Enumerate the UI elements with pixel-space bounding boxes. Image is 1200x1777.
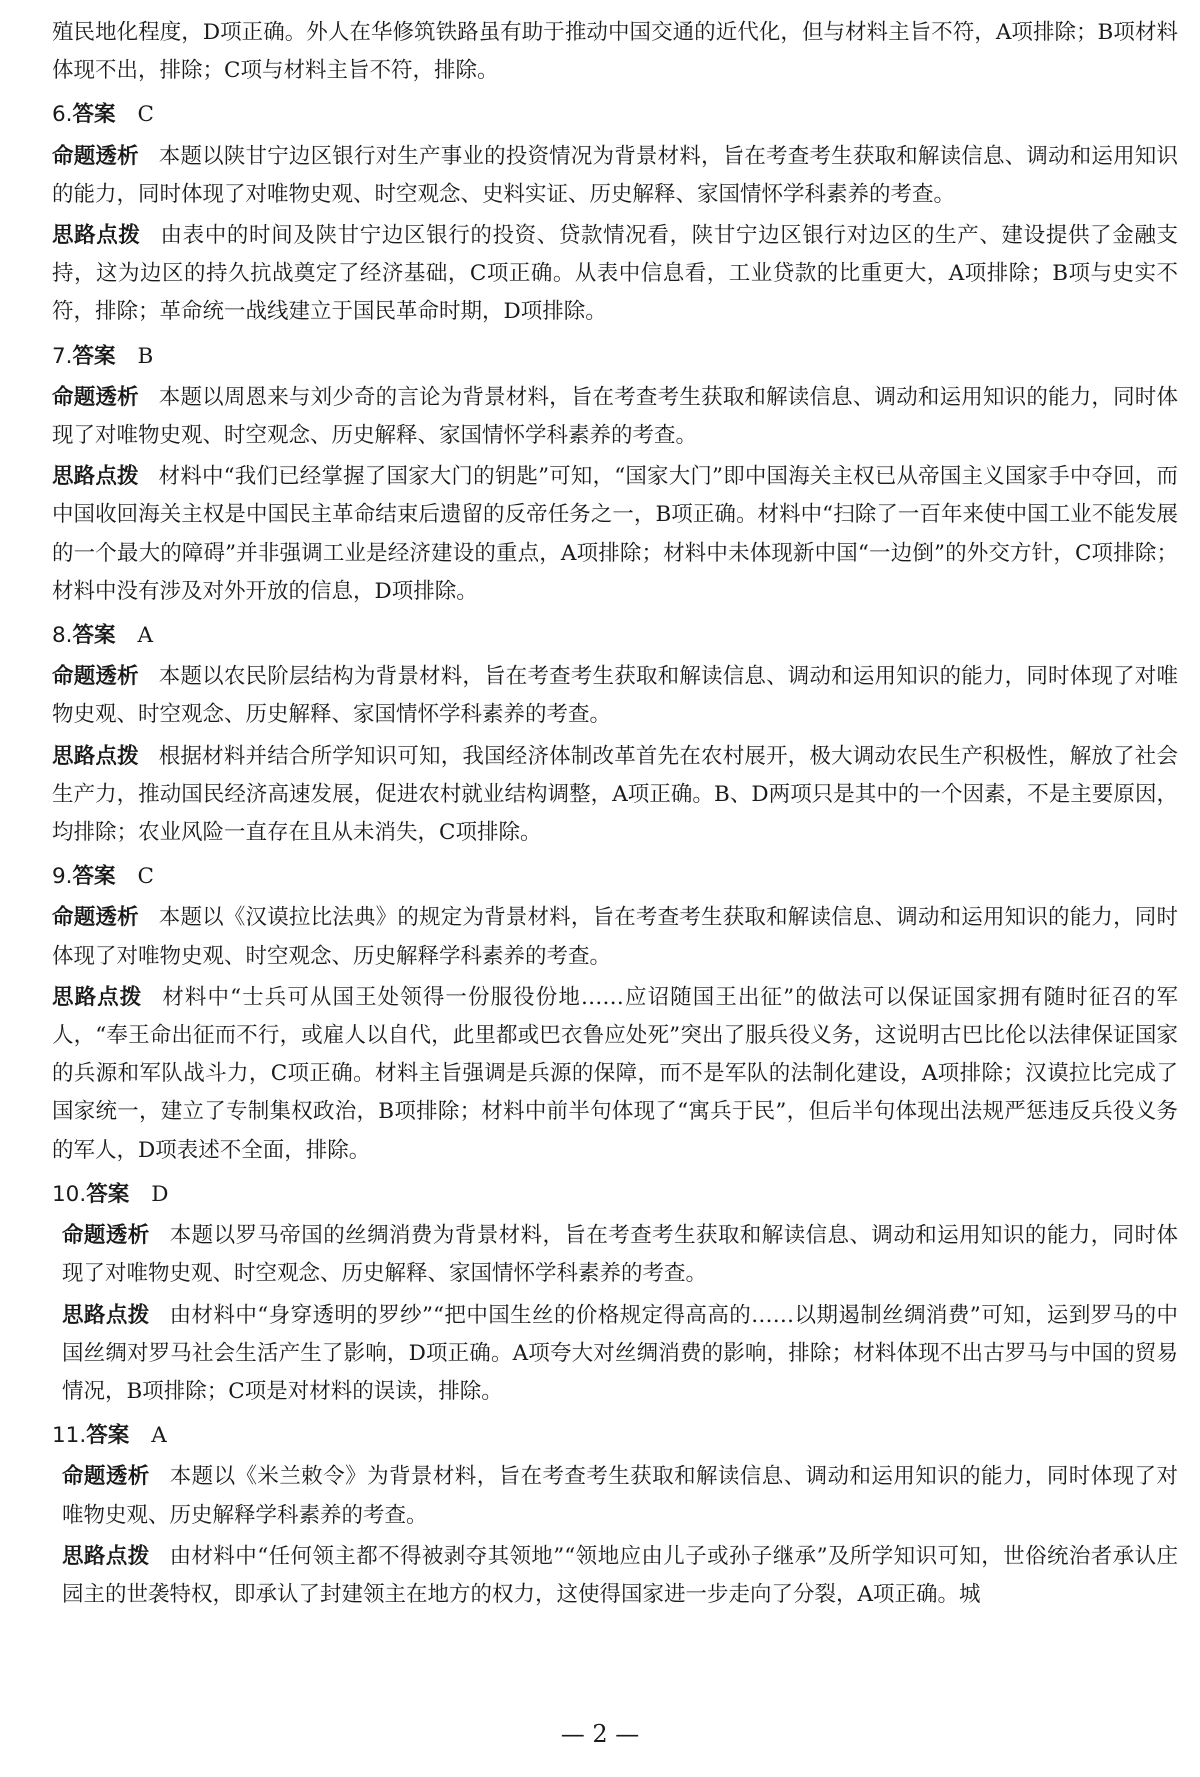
question-number: 8. <box>52 623 73 649</box>
question-9 <box>52 858 1178 1170</box>
hint-block <box>52 738 1178 853</box>
answer-value: A <box>137 623 154 649</box>
hint-label: 思路点拨 <box>52 743 139 769</box>
question-10 <box>52 1176 1178 1411</box>
analysis-text: 本题以周恩来与刘少奇的言论为背景材料，旨在考查考生获取和解读信息、调动和运用知识的能力，同时体现了对唯物史观、时空观念、历史解释、家国情怀学科素养的考查。 <box>52 384 1178 449</box>
question-11 <box>52 1417 1178 1614</box>
question-number: 9. <box>52 864 73 890</box>
page-number: — 2 — <box>560 1720 640 1748</box>
analysis-text: 本题以农民阶层结构为背景材料，旨在考查考生获取和解读信息、调动和运用知识的能力，同时体现了对唯物史观、时空观念、历史解释、家国情怀学科素养的考查。 <box>52 664 1178 728</box>
hint-text: 由材料中“任何领主都不得被剥夺其领地”“领地应由儿子或孙子继承”及所学知识可知，世俗统治者承认庄园主的世袭特权，即承认了封建领主在地方的权力，这使得国家进一步走向了分裂，A项正确。城 <box>62 1543 1178 1607</box>
answer-label: 答案 <box>86 1181 130 1207</box>
analysis-text: 本题以陕甘宁边区银行对生产事业的投资情况为背景材料，旨在考查考生获取和解读信息、调动和运用知识的能力，同时体现了对唯物史观、时空观念、史料实证、历史解释、家国情怀学科素养的考查。 <box>52 143 1178 207</box>
hint-block <box>52 1297 1178 1412</box>
question-number: 6. <box>52 102 73 128</box>
hint-text: 材料中“士兵可从国王处领得一份服役份地……应诏随国王出征”的做法可以保证国家拥有随时征召的军人，“奉王命出征而不行，或雇人以自代，此里都或巴衣鲁应处死”突出了服兵役义务，这说明古巴比伦以法律保证国家的兵源和军队战斗力，C项正确。材料主旨强调是兵源的保障，而不是军队的法制化建设，A项排除；汉谟拉比完成了国家统一，建立了专制集权政治，B项排除；材料中前半句体现了“寓兵于民”，但后半句体现出法规严惩违反兵役义务的军人，D项表述不全面，排除。 <box>52 984 1178 1163</box>
analysis-block <box>52 379 1178 455</box>
document-page <box>52 14 1178 1614</box>
answer-value: B <box>137 343 154 369</box>
answer-value: C <box>137 864 154 890</box>
hint-label: 思路点拨 <box>62 1302 150 1328</box>
hint-text: 根据材料并结合所学知识可知，我国经济体制改革首先在农村展开，极大调动农民生产积极性，解放了社会生产力，推动国民经济高速发展，促进农村就业结构调整，A项正确。B、D两项只是其中的一个因素，不是主要原因，均排除；农业风险一直存在且从未消失，C项排除。 <box>52 743 1178 846</box>
question-header <box>52 617 1178 655</box>
answer-value: D <box>151 1181 169 1207</box>
hint-block <box>52 979 1178 1170</box>
hint-block <box>52 217 1178 332</box>
analysis-text: 本题以《米兰敕令》为背景材料，旨在考查考生获取和解读信息、调动和运用知识的能力，同时体现了对唯物史观、历史解释学科素养的考查。 <box>62 1464 1178 1528</box>
answer-label: 答案 <box>86 1423 130 1449</box>
answer-label: 答案 <box>72 343 116 369</box>
answer-label: 答案 <box>72 864 116 890</box>
answer-value: A <box>151 1423 167 1449</box>
question-8 <box>52 617 1178 852</box>
answer-value: C <box>137 102 154 128</box>
analysis-text: 本题以罗马帝国的丝绸消费为背景材料，旨在考查考生获取和解读信息、调动和运用知识的能力，同时体现了对唯物史观、时空观念、历史解释、家国情怀学科素养的考查。 <box>62 1223 1178 1287</box>
question-number: 11. <box>52 1423 87 1449</box>
analysis-block <box>52 1217 1178 1293</box>
answer-label: 答案 <box>72 623 116 649</box>
question-header <box>52 1417 1178 1455</box>
question-header <box>52 1176 1178 1214</box>
question-number: 10. <box>52 1181 87 1207</box>
question-header <box>52 96 1178 134</box>
analysis-block <box>52 899 1178 975</box>
hint-label: 思路点拨 <box>62 1543 150 1569</box>
question-6 <box>52 96 1178 331</box>
analysis-block <box>52 1458 1178 1534</box>
hint-block <box>52 1538 1178 1614</box>
hint-label: 思路点拨 <box>52 464 139 490</box>
hint-block <box>52 458 1178 611</box>
analysis-label: 命题透析 <box>52 384 139 410</box>
answer-label: 答案 <box>72 102 116 128</box>
hint-text: 由表中的时间及陕甘宁边区银行的投资、贷款情况看，陕甘宁边区银行对边区的生产、建设提供了金融支持，这为边区的持久抗战奠定了经济基础，C项正确。从表中信息看，工业贷款的比重更大，A项排除；B项与史实不符，排除；革命统一战线建立于国民革命时期，D项排除。 <box>52 223 1178 325</box>
hint-text: 材料中“我们已经掌握了国家大门的钥匙”可知，“国家大门”即中国海关主权已从帝国主义国家手中夺回，而中国收回海关主权是中国民主革命结束后遗留的反帝任务之一，B项正确。材料中“扫除了一百年来使中国工业不能发展的一个最大的障碍”并非强调工业是经济建设的重点，A项排除；材料中未体现新中国“一边倒”的外交方针，C项排除；材料中没有涉及对外开放的信息，D项排除。 <box>52 464 1178 604</box>
hint-label: 思路点拨 <box>52 223 141 249</box>
analysis-label: 命题透析 <box>62 1223 150 1249</box>
analysis-label: 命题透析 <box>52 905 139 931</box>
analysis-block <box>52 138 1178 214</box>
analysis-label: 命题透析 <box>62 1464 150 1490</box>
hint-label: 思路点拨 <box>52 984 143 1010</box>
question-header <box>52 858 1178 896</box>
analysis-label: 命题透析 <box>52 664 139 690</box>
analysis-text: 本题以《汉谟拉比法典》的规定为背景材料，旨在考查考生获取和解读信息、调动和运用知识的能力，同时体现了对唯物史观、时空观念、历史解释学科素养的考查。 <box>52 905 1178 969</box>
analysis-label: 命题透析 <box>52 143 139 169</box>
analysis-block <box>52 658 1178 734</box>
question-7 <box>52 338 1178 611</box>
intro-paragraph: 殖民地化程度，D项正确。外人在华修筑铁路虽有助于推动中国交通的近代化，但与材料主旨不符，A项排除；B项材料体现不出，排除；C项与材料主旨不符，排除。 <box>52 20 1178 84</box>
question-number: 7. <box>52 343 73 369</box>
hint-text: 由材料中“身穿透明的罗纱”“把中国生丝的价格规定得高高的……以期遏制丝绸消费”可知，运到罗马的中国丝绸对罗马社会生活产生了影响，D项正确。A项夸大对丝绸消费的影响，排除；材料体现不出古罗马与中国的贸易情况，B项排除；C项是对材料的误读，排除。 <box>62 1302 1178 1404</box>
question-header <box>52 338 1178 376</box>
